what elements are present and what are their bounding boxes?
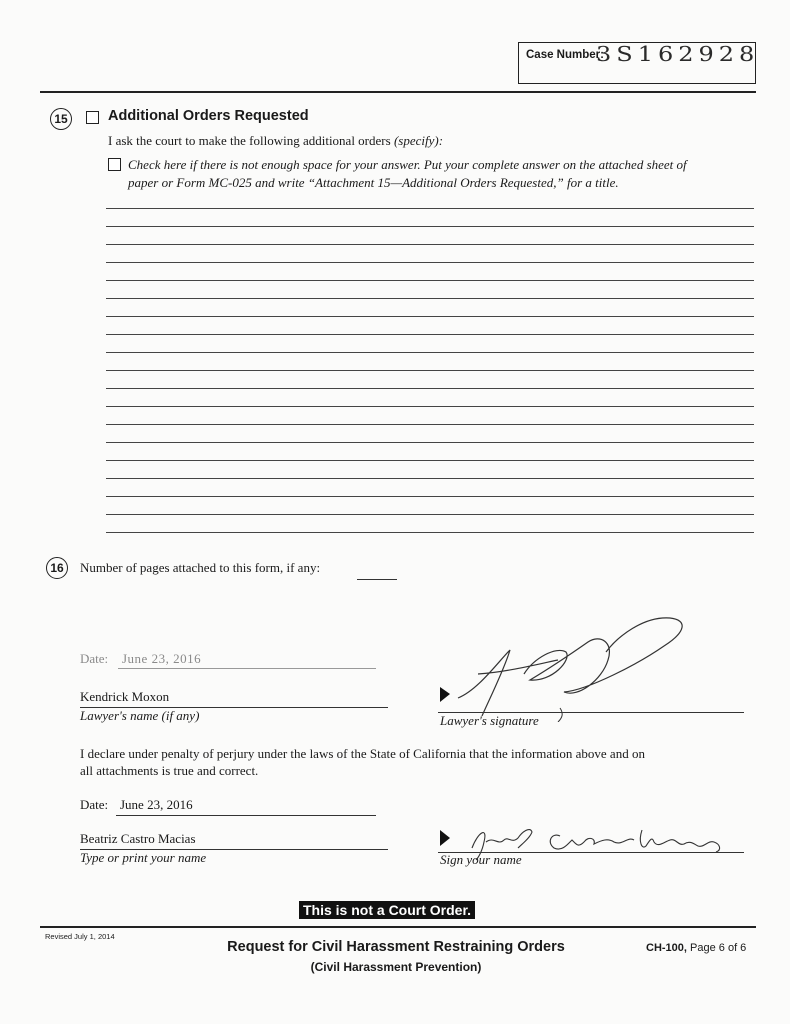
answer-line[interactable]	[106, 406, 754, 407]
answer-line[interactable]	[106, 334, 754, 335]
answer-line[interactable]	[106, 478, 754, 479]
declarant-date-label: Date:	[80, 797, 109, 812]
declarant-date-value: June 23, 2016	[120, 797, 193, 812]
overflow-instruction-line1: Check here if there is not enough space for your answer. Put your complete answer on the attached sheet of	[128, 157, 687, 172]
answer-line[interactable]	[106, 226, 754, 227]
not-court-order-notice: This is not a Court Order.	[299, 901, 475, 919]
answer-line[interactable]	[106, 352, 754, 353]
revised-date: Revised July 1, 2014	[45, 932, 115, 941]
instruction-specify: (specify):	[393, 133, 444, 148]
declarant-signature-caption: Sign your name	[440, 852, 522, 867]
overflow-instruction-line2: paper or Form MC-025 and write “Attachment 15—Additional Orders Requested,” for a title.	[128, 175, 619, 190]
form-id-page	[646, 942, 746, 954]
answer-line[interactable]	[106, 208, 754, 209]
answer-line[interactable]	[106, 316, 754, 317]
answer-line[interactable]	[106, 424, 754, 425]
declaration-text-line1: I declare under penalty of perjury under the laws of the State of California that the information above and on	[80, 746, 645, 761]
answer-line[interactable]	[106, 280, 754, 281]
lawyer-name-value: Kendrick Moxon	[80, 689, 170, 704]
lawyer-date-label: Date:	[80, 651, 109, 666]
declarant-name-caption: Type or print your name	[80, 850, 207, 865]
pages-attached-field[interactable]	[357, 579, 397, 580]
declaration-text-line2: all attachments is true and correct.	[80, 763, 259, 778]
lawyer-date-field[interactable]	[118, 668, 376, 669]
item-16-number: 16	[46, 557, 68, 579]
answer-line[interactable]	[106, 460, 754, 461]
case-number-value: 3S162928	[596, 42, 760, 66]
lawyer-signature-image	[438, 612, 698, 722]
item-15-number: 15	[50, 108, 72, 130]
answer-line[interactable]	[106, 262, 754, 263]
item-15-title: Additional Orders Requested	[108, 108, 309, 124]
instruction-text: I ask the court to make the following additional orders	[108, 133, 391, 148]
item-16-label: Number of pages attached to this form, if any:	[80, 560, 321, 575]
form-title: Request for Civil Harassment Restraining Orders	[227, 939, 565, 955]
lawyer-date-value: June 23, 2016	[122, 651, 202, 666]
answer-line[interactable]	[106, 370, 754, 371]
answer-line[interactable]	[106, 442, 754, 443]
overflow-checkbox[interactable]	[108, 158, 121, 171]
case-number-label: Case Number:	[526, 49, 604, 61]
lawyer-name-caption: Lawyer's name (if any)	[80, 708, 200, 723]
lawyer-signature-caption: Lawyer's signature	[440, 713, 539, 728]
header-rule	[40, 91, 756, 93]
item-15-instruction	[108, 133, 443, 149]
answer-line[interactable]	[106, 298, 754, 299]
footer-rule	[40, 926, 756, 928]
form-subtitle: (Civil Harassment Prevention)	[310, 960, 482, 974]
answer-line[interactable]	[106, 514, 754, 515]
declarant-date-field[interactable]	[116, 815, 376, 816]
answer-line[interactable]	[106, 244, 754, 245]
answer-line[interactable]	[106, 532, 754, 533]
answer-line[interactable]	[106, 496, 754, 497]
answer-line[interactable]	[106, 388, 754, 389]
declarant-name-value: Beatriz Castro Macias	[80, 831, 196, 846]
form-id: CH-100,	[646, 942, 687, 954]
item-15-checkbox[interactable]	[86, 111, 99, 124]
page-number: Page 6 of 6	[690, 942, 747, 954]
